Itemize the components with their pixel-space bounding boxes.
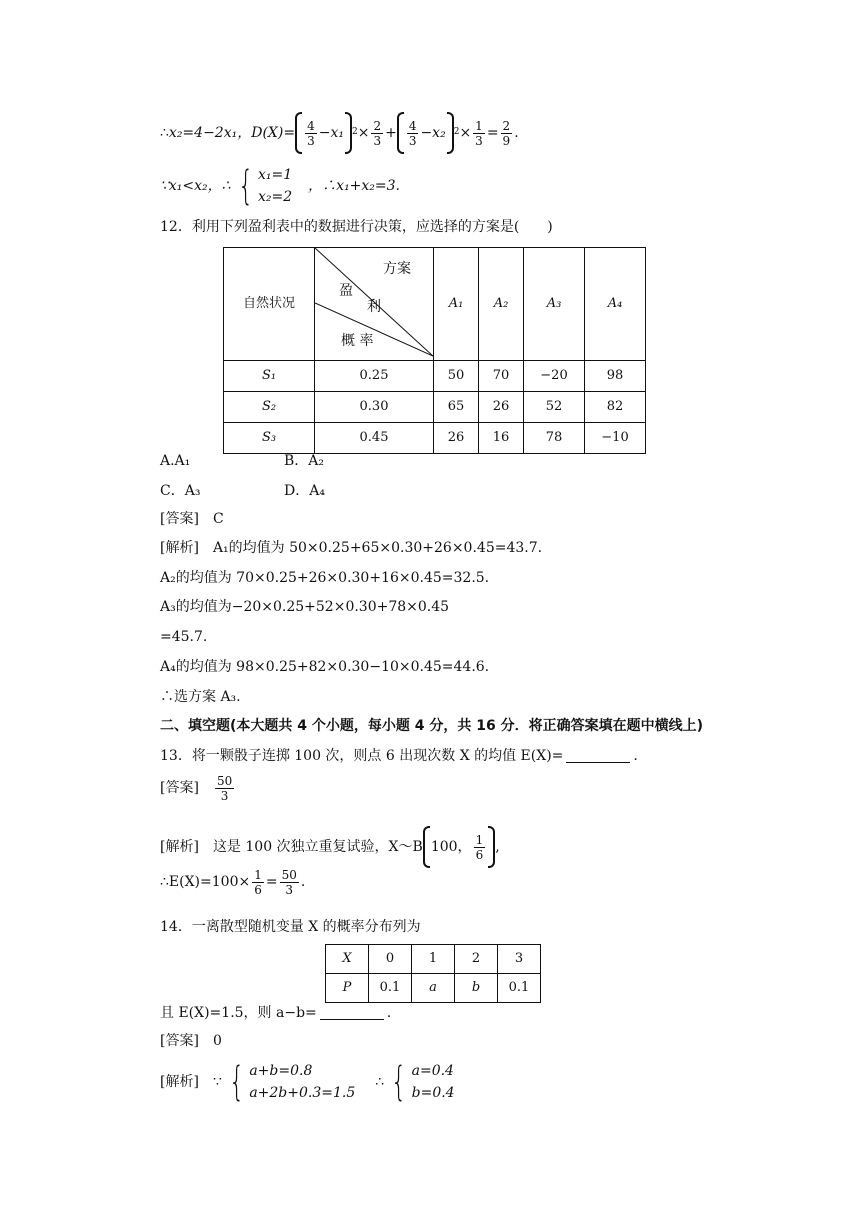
q13-answer: [160, 774, 236, 803]
value-cell: 82: [585, 392, 646, 423]
cell: 0.1: [369, 974, 412, 1003]
fraction-50-3: $\frac{50}{3}$: [281, 868, 297, 897]
system-row: b=0.4: [411, 1085, 455, 1101]
comma: ,: [495, 838, 500, 855]
section-2-heading: 二、填空题(本大题共 4 个小题，每小题 4 分，共 16 分．将正确答案填在题中横线上): [160, 718, 704, 734]
system-equations-1: { a+b=0.8 a+2b+0.3=1.5: [228, 1059, 356, 1105]
binomial-n: 100，: [430, 838, 472, 855]
equals-sign: =: [486, 124, 499, 141]
corner-label: 自然状况: [224, 248, 315, 361]
q13-analysis: [160, 826, 500, 868]
header-a2: A₂: [479, 248, 524, 361]
option-b: B．A₂: [284, 453, 325, 469]
system-row-2: x₂=2: [258, 189, 293, 205]
value-cell: 50: [434, 361, 479, 392]
x2-equation: x₂=4−2x₁，: [168, 124, 252, 141]
value-cell: 26: [479, 392, 524, 423]
answer-tag: [答案]: [160, 511, 199, 527]
period: .: [300, 874, 306, 891]
q13-stem-text: 13．将一颗骰子连掷 100 次，则点 6 出现次数 X 的均值 E(X)=: [160, 748, 564, 764]
prev-line-2: [160, 164, 400, 208]
q14-stem: 14．一离散型随机变量 X 的概率分布列为: [160, 919, 421, 935]
analysis-tag: [解析]: [160, 540, 199, 556]
value-cell: −10: [585, 423, 646, 454]
q13-calc: [160, 868, 305, 897]
fraction-1-6: $\frac{1}{6}$: [475, 832, 484, 862]
table-row: [224, 392, 646, 423]
system-row: a=0.4: [411, 1063, 454, 1079]
option-c: C．A₃: [160, 483, 201, 499]
option-a: A.A₁: [160, 453, 191, 469]
q12-options-row-1: [160, 452, 324, 470]
table-row: [326, 945, 541, 974]
variance-label: D(X)=: [251, 124, 296, 141]
table-row: [326, 974, 541, 1003]
state-cell: S₁: [224, 361, 315, 392]
option-d: D．A₄: [284, 483, 325, 499]
system-row: a+b=0.8: [249, 1063, 313, 1079]
calc-text: ∴E(X)=100×: [160, 874, 251, 891]
answer-blank: [320, 1007, 384, 1020]
cell: a: [412, 974, 455, 1003]
paren-group-1: [295, 112, 352, 154]
because-clause: ∵x₁<x₂，∴: [160, 177, 231, 194]
therefore-sign: ∴: [160, 124, 169, 141]
q12-analysis-4: A₄的均值为 98×0.25+82×0.30−10×0.45=44.6.: [160, 659, 490, 675]
analysis-a1: A₁的均值为 50×0.25+65×0.30+26×0.45=43.7.: [212, 540, 543, 556]
answer-blank: [566, 750, 630, 763]
cell: 2: [455, 945, 498, 974]
answer-tag: [答案]: [160, 1033, 199, 1049]
profit-table: [223, 247, 646, 454]
state-cell: S₃: [224, 423, 315, 454]
header-a4: A₄: [585, 248, 646, 361]
value-cell: 52: [524, 392, 585, 423]
minus-x2: −x₂: [420, 124, 446, 141]
q14-analysis: [160, 1060, 457, 1104]
plus-sign: +: [385, 124, 397, 141]
system-x: { x₁=1 x₂=2: [237, 163, 293, 209]
fraction-1-6-b: $\frac{1}{6}$: [254, 868, 262, 897]
period: .: [386, 1005, 392, 1021]
analysis-tag: [解析]: [160, 838, 199, 855]
answer-fraction: $\frac{50}{3}$: [216, 774, 233, 803]
fraction-2-3: $\frac{2}{3}$: [373, 118, 382, 148]
because-sign: ∵: [212, 1073, 222, 1090]
fraction-4-3-b: $\frac{4}{3}$: [408, 118, 417, 148]
fraction-1-3: $\frac{1}{3}$: [475, 118, 483, 148]
equals-sign: =: [265, 874, 278, 891]
q14-answer: [160, 1032, 222, 1050]
distribution-table: [325, 944, 541, 1003]
diagonal-header: [315, 248, 434, 361]
paren-group-2: [397, 112, 454, 154]
therefore-sign: ∴: [375, 1073, 385, 1090]
analysis-text: 这是 100 次独立重复试验，X～B: [212, 838, 423, 855]
value-cell: 70: [479, 361, 524, 392]
diag-mid-label-1: 盈: [339, 283, 353, 299]
sum-result: ，∴x₁+x₂=3.: [308, 177, 401, 194]
binomial-params: [423, 826, 495, 868]
square-exponent: 2: [351, 127, 358, 138]
value-cell: 16: [479, 423, 524, 454]
prob-cell: 0.45: [315, 423, 434, 454]
prob-cell: 0.30: [315, 392, 434, 423]
value-cell: 98: [585, 361, 646, 392]
fraction-2-9: $\frac{2}{9}$: [502, 118, 511, 148]
q14-condition: [160, 1004, 391, 1022]
value-cell: −20: [524, 361, 585, 392]
table-row: [224, 361, 646, 392]
q12-stem: 12．利用下列盈利表中的数据进行决策，应选择的方案是( ): [160, 219, 553, 235]
system-row: a+2b+0.3=1.5: [249, 1085, 356, 1101]
value-cell: 78: [524, 423, 585, 454]
cell: 1: [412, 945, 455, 974]
q12-analysis-2: A₂的均值为 70×0.25+26×0.30+16×0.45=32.5.: [160, 570, 490, 586]
times-sign: ×: [357, 124, 370, 141]
table-row: [224, 423, 646, 454]
system-equations-2: { a=0.4 b=0.4: [391, 1059, 455, 1105]
state-cell: S₂: [224, 392, 315, 423]
answer-value: 0: [212, 1033, 222, 1049]
header-a3: A₃: [524, 248, 585, 361]
prev-line-1: [160, 112, 519, 154]
cell: X: [326, 945, 369, 974]
cell: 3: [498, 945, 541, 974]
cell: 0.1: [498, 974, 541, 1003]
prob-cell: 0.25: [315, 361, 434, 392]
diag-top-label: 方案: [383, 261, 411, 277]
analysis-tag: [解析]: [160, 1073, 199, 1090]
q13-stem: [160, 747, 638, 765]
minus-x1: −x₁: [318, 124, 344, 141]
condition-text: 且 E(X)=1.5，则 a−b=: [160, 1005, 317, 1021]
period: .: [514, 124, 519, 141]
q12-analysis-1: [160, 539, 542, 557]
square-exponent-2: 2: [453, 127, 460, 138]
cell: 0: [369, 945, 412, 974]
q12-answer: [160, 510, 224, 528]
q12-conclusion: ∴选方案 A₃.: [160, 689, 241, 705]
cell: P: [326, 974, 369, 1003]
system-row-1: x₁=1: [258, 167, 293, 183]
value-cell: 26: [434, 423, 479, 454]
fraction-4-3: $\frac{4}{3}$: [307, 118, 315, 148]
answer-tag: [答案]: [160, 780, 199, 797]
period: .: [633, 748, 638, 764]
answer-value: C: [212, 511, 224, 527]
diag-bottom-label: 概 率: [341, 333, 374, 349]
q12-analysis-3b: =45.7.: [160, 629, 208, 645]
q12-options-row-2: [160, 482, 325, 500]
times-sign-2: ×: [459, 124, 472, 141]
cell: b: [455, 974, 498, 1003]
diag-mid-label-2: 利: [367, 299, 381, 315]
header-a1: A₁: [434, 248, 479, 361]
value-cell: 65: [434, 392, 479, 423]
q12-analysis-3: A₃的均值为−20×0.25+52×0.30+78×0.45: [160, 599, 450, 615]
